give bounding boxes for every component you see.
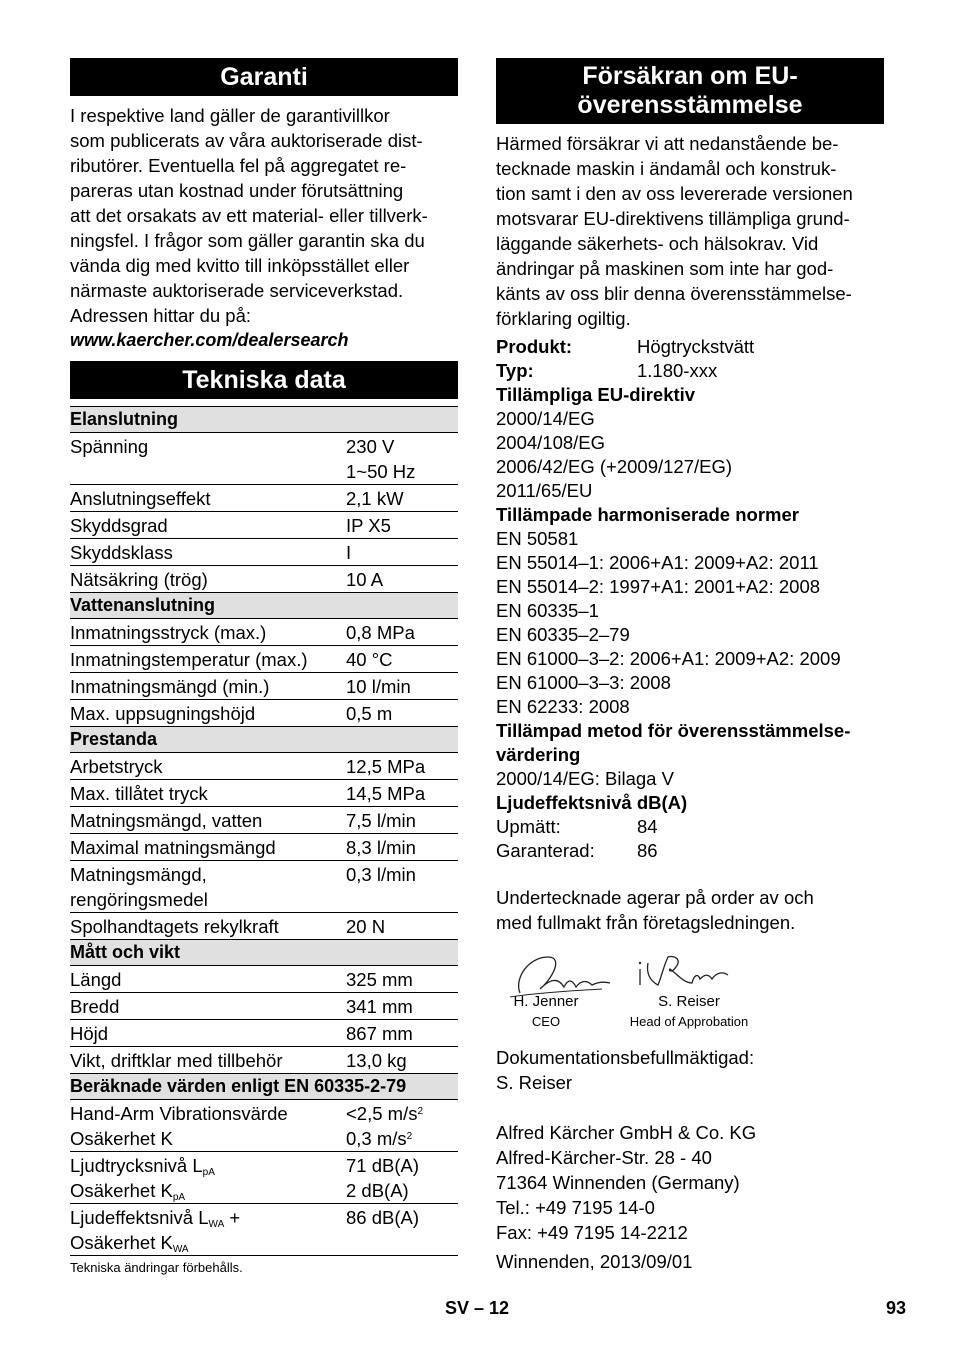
agerar-line: Undertecknade agerar på order av och [496, 887, 814, 908]
label-text: Osäkerhet K [70, 1232, 173, 1253]
garanterad-label: Garanterad: [496, 840, 595, 861]
table-row [70, 433, 458, 485]
row-value-text: 13,0 kg [346, 1050, 407, 1071]
ljud-title: Ljudeffektsnivå dB(A) [496, 792, 688, 813]
row-value [346, 646, 458, 673]
garanti-line: ningsfel. I frågor som gäller garantin ska du [70, 230, 425, 251]
row-value-text [346, 1205, 458, 1230]
row-value-text: 8,3 l/min [346, 837, 416, 858]
row-label-text: Vikt, driftklar med tillbehör [70, 1050, 283, 1071]
row-value-text: 10 l/min [346, 676, 411, 697]
norm-item: EN 55014–1: 2006+A1: 2009+A2: 2011 [496, 552, 819, 573]
forsakran-heading-line2: överensstämmelse [577, 91, 803, 119]
garanti-line: närmaste auktoriserade serviceverkstad. [70, 280, 404, 301]
row-value-text: 10 A [346, 569, 384, 590]
row-label [70, 1152, 346, 1204]
table-row [70, 1204, 458, 1256]
row-label-text: rengöringsmedel [70, 889, 208, 910]
signer-name: H. Jenner [513, 993, 579, 1010]
section-header [70, 727, 458, 753]
row-label-text: Spänning [70, 436, 149, 457]
row-label [70, 646, 346, 673]
dok-line: S. Reiser [496, 1072, 573, 1093]
forsakran-heading [496, 58, 884, 124]
row-value [346, 566, 458, 593]
table-row [70, 780, 458, 807]
table-row [70, 512, 458, 539]
signer-role: CEO [531, 1014, 561, 1029]
garanterad-value: 86 [637, 840, 658, 861]
table-row [70, 913, 458, 940]
intro-line: känts av oss blir denna överensstämmelse- [496, 283, 852, 304]
row-value [346, 512, 458, 539]
direktiv-item: 2011/65/EU [496, 480, 593, 501]
row-value-text: 12,5 MPa [346, 756, 426, 777]
row-value-text: IP X5 [346, 515, 391, 536]
row-label-text: Inmatningstemperatur (max.) [70, 649, 308, 670]
section-title: Prestanda [70, 727, 458, 753]
row-value [346, 485, 458, 512]
row-label [70, 539, 346, 566]
label-text: Ljudeffektsnivå L [70, 1207, 209, 1228]
row-value [346, 619, 458, 646]
footnote: Tekniska ändringar förbehålls. [70, 1260, 243, 1275]
signature-reiser-icon [634, 949, 734, 995]
row-label-text: Max. tillåtet tryck [70, 783, 208, 804]
norm-item: EN 50581 [496, 528, 579, 549]
typ-label: Typ: [496, 360, 534, 381]
garanti-line: I respektive land gäller de garantivillkor [70, 105, 390, 126]
value-text: <2,5 m/s [346, 1103, 418, 1124]
section-title: Elanslutning [70, 407, 458, 433]
row-value [346, 1204, 458, 1256]
forsakran-intro [496, 131, 884, 331]
row-label-text [70, 1126, 346, 1151]
row-value [346, 913, 458, 940]
row-label-text: Längd [70, 969, 122, 990]
table-row [70, 700, 458, 727]
row-label-text: Maximal matningsmängd [70, 837, 276, 858]
value-text: 0,3 m/s [346, 1128, 407, 1149]
norm-item: EN 61000–3–3: 2008 [496, 672, 671, 693]
table-row [70, 485, 458, 512]
row-value-text: 230 V [346, 436, 395, 457]
intro-line: motsvarar EU-direktivens tillämpliga grund- [496, 208, 850, 229]
table-row [70, 834, 458, 861]
declaration-details [496, 335, 884, 863]
row-label-text: Nätsäkring (trög) [70, 569, 208, 590]
value-text: 2 dB(A) [346, 1180, 409, 1201]
forsakran-heading-line1: Försäkran om EU- [582, 62, 798, 90]
tech-data-table [70, 406, 458, 1256]
row-label [70, 566, 346, 593]
row-label-text [70, 1230, 346, 1255]
label-text: Osäkerhet K [70, 1180, 173, 1201]
table-row [70, 566, 458, 593]
agerar-text [496, 885, 884, 935]
row-label [70, 913, 346, 940]
direktiv-item: 2004/108/EG [496, 432, 606, 453]
signer-name: S. Reiser [658, 993, 720, 1010]
signatures [496, 949, 884, 1039]
tekniska-heading: Tekniska data [70, 361, 458, 399]
row-value-text: I [346, 542, 352, 563]
produkt-value: Högtryckstvätt [637, 336, 755, 357]
row-label [70, 834, 346, 861]
row-value [346, 966, 458, 993]
section-title: Mått och vikt [70, 940, 458, 966]
label-subscript: pA [172, 1192, 186, 1203]
section-header [70, 593, 458, 619]
produkt-row [496, 335, 884, 359]
section-header [70, 940, 458, 966]
row-label-text: Arbetstryck [70, 756, 163, 777]
address-line: Alfred-Kärcher-Str. 28 - 40 [496, 1147, 712, 1168]
row-label-text [70, 1178, 346, 1203]
row-label-text: Inmatningsstryck (max.) [70, 622, 267, 643]
garanti-heading: Garanti [70, 58, 458, 96]
row-value-text: 867 mm [346, 1023, 413, 1044]
dealer-search-link[interactable]: www.kaercher.com/dealersearch [70, 330, 349, 350]
row-value [346, 1100, 458, 1152]
row-label [70, 1100, 346, 1152]
row-label [70, 993, 346, 1020]
row-label-text: Skyddsklass [70, 542, 173, 563]
row-value-text: 0,3 l/min [346, 864, 416, 885]
row-value [346, 1152, 458, 1204]
row-label-text: Inmatningsmängd (min.) [70, 676, 270, 697]
row-value-text: 7,5 l/min [346, 810, 416, 831]
norm-item: EN 62233: 2008 [496, 696, 630, 717]
signature-reiser [614, 993, 764, 1031]
table-row [70, 1047, 458, 1074]
garanti-text [70, 103, 458, 353]
norm-item: EN 61000–3–2: 2006+A1: 2009+A2: 2009 [496, 648, 841, 669]
right-column [496, 58, 884, 1274]
table-row [70, 753, 458, 780]
row-label [70, 485, 346, 512]
upmatt-label: Upmätt: [496, 816, 561, 837]
left-column [70, 58, 458, 1275]
table-row [70, 619, 458, 646]
row-label [70, 512, 346, 539]
garanterad-row [496, 839, 884, 863]
metod-title-line2: värdering [496, 744, 581, 765]
row-label [70, 1020, 346, 1047]
row-label [70, 1204, 346, 1256]
row-value [346, 861, 458, 913]
row-value-text: 0,5 m [346, 703, 393, 724]
label-text: Osäkerhet K [70, 1128, 173, 1149]
section-header [70, 407, 458, 433]
row-value-text [346, 1101, 458, 1126]
section-title: Vattenanslutning [70, 593, 458, 619]
table-row [70, 1100, 458, 1152]
row-value-text [346, 1153, 458, 1178]
row-label [70, 861, 346, 913]
garanti-line: att det orsakats av ett material- eller tillverk- [70, 205, 428, 226]
row-value-text: 0,8 MPa [346, 622, 415, 643]
label-plus: + [224, 1207, 241, 1228]
value-superscript: 2 [417, 1106, 424, 1117]
row-value-text: 20 N [346, 916, 386, 937]
section-title: Beräknade värden enligt EN 60335-2-79 [70, 1074, 458, 1100]
row-label [70, 807, 346, 834]
row-value-text: 40 °C [346, 649, 393, 670]
row-label-text: Max. uppsugningshöjd [70, 703, 256, 724]
dok-line: Dokumentationsbefullmäktigad: [496, 1047, 755, 1068]
row-value [346, 753, 458, 780]
row-label-text: Matningsmängd, vatten [70, 810, 263, 831]
row-value-text [346, 1230, 458, 1255]
row-label [70, 780, 346, 807]
row-label-text: Bredd [70, 996, 120, 1017]
table-row [70, 646, 458, 673]
metod-title-line1: Tillämpad metod för överensstämmelse- [496, 720, 851, 741]
table-row [70, 1020, 458, 1047]
label-subscript: WA [208, 1219, 225, 1230]
table-row [70, 1152, 458, 1204]
metod-value: 2000/14/EG: Bilaga V [496, 768, 674, 789]
row-value [346, 993, 458, 1020]
table-row [70, 539, 458, 566]
signature-jenner [496, 993, 596, 1031]
norm-item: EN 60335–1 [496, 600, 599, 621]
row-value [346, 673, 458, 700]
section-header [70, 1074, 458, 1100]
row-label-text: Matningsmängd, [70, 864, 207, 885]
row-value [346, 700, 458, 727]
table-row [70, 673, 458, 700]
table-row [70, 966, 458, 993]
row-value [346, 780, 458, 807]
agerar-line: med fullmakt från företagsledningen. [496, 912, 796, 933]
page-number: 93 [885, 1298, 906, 1318]
garanti-line: Adressen hittar du på: [70, 305, 251, 326]
row-label [70, 753, 346, 780]
garanti-line: vända dig med kvitto till inköpsstället eller [70, 255, 410, 276]
norm-item: EN 55014–2: 1997+A1: 2001+A2: 2008 [496, 576, 821, 597]
label-text: Ljudtrycksnivå L [70, 1155, 203, 1176]
table-row [70, 861, 458, 913]
address-line: Tel.: +49 7195 14-0 [496, 1197, 655, 1218]
row-label-text: Skyddsgrad [70, 515, 168, 536]
row-value-text: 14,5 MPa [346, 783, 426, 804]
row-value-text [346, 1178, 458, 1203]
value-text: 86 dB(A) [346, 1207, 420, 1228]
label-text: Hand-Arm Vibrationsvärde [70, 1103, 288, 1124]
label-subscript: pA [202, 1167, 215, 1178]
garanti-line: som publicerats av våra auktoriserade dist- [70, 130, 423, 151]
row-value-text: 325 mm [346, 969, 413, 990]
norm-item: EN 60335–2–79 [496, 624, 630, 645]
row-label [70, 433, 346, 485]
row-label-text [70, 1153, 346, 1178]
intro-line: förklaring ogiltig. [496, 308, 631, 329]
row-label [70, 673, 346, 700]
row-label-text: Spolhandtagets rekylkraft [70, 916, 279, 937]
intro-line: ändringar på maskinen som inte har god- [496, 258, 834, 279]
address-block [496, 1120, 884, 1274]
row-value [346, 539, 458, 566]
row-value-text: 2,1 kW [346, 488, 404, 509]
upmatt-row [496, 815, 884, 839]
garanti-line: pareras utan kostnad under förutsättning [70, 180, 404, 201]
row-label-text: Höjd [70, 1023, 109, 1044]
upmatt-value: 84 [637, 816, 658, 837]
row-label-text [70, 1205, 346, 1230]
row-value [346, 1047, 458, 1074]
row-value [346, 834, 458, 861]
address-line: Alfred Kärcher GmbH & Co. KG [496, 1122, 757, 1143]
row-label [70, 966, 346, 993]
value-text: 71 dB(A) [346, 1155, 420, 1176]
label-subscript: WA [172, 1244, 189, 1255]
place-date: Winnenden, 2013/09/01 [496, 1251, 693, 1272]
row-label [70, 1047, 346, 1074]
garanti-line: ributörer. Eventuella fel på aggregatet re- [70, 155, 407, 176]
row-value [346, 807, 458, 834]
intro-line: Härmed försäkrar vi att nedanstående be- [496, 133, 839, 154]
row-value [346, 433, 458, 485]
dokumentation [496, 1045, 884, 1095]
address-line: 71364 Winnenden (Germany) [496, 1172, 740, 1193]
typ-value: 1.180-xxx [637, 360, 718, 381]
intro-line: läggande säkerhets- och hälsokrav. Vid [496, 233, 819, 254]
row-value-text [346, 1126, 458, 1151]
intro-line: tion samt i den av oss levererade versionen [496, 183, 853, 204]
row-value [346, 1020, 458, 1047]
row-label [70, 700, 346, 727]
row-label-text [70, 1101, 346, 1126]
intro-line: tecknade maskin i ändamål och konstruk- [496, 158, 837, 179]
row-label [70, 619, 346, 646]
produkt-label: Produkt: [496, 336, 573, 357]
direktiv-item: 2006/42/EG (+2009/127/EG) [496, 456, 733, 477]
table-row [70, 807, 458, 834]
row-value-text: 1~50 Hz [346, 461, 416, 482]
page-section-label: SV – 12 [444, 1298, 510, 1318]
typ-row [496, 359, 884, 383]
value-superscript: 2 [406, 1131, 413, 1142]
table-row [70, 993, 458, 1020]
normer-title: Tillämpade harmoniserade normer [496, 504, 799, 525]
row-value-text: 341 mm [346, 996, 413, 1017]
address-line: Fax: +49 7195 14-2212 [496, 1222, 688, 1243]
row-label-text: Anslutningseffekt [70, 488, 211, 509]
direktiv-title: Tillämpliga EU-direktiv [496, 384, 696, 405]
direktiv-item: 2000/14/EG [496, 408, 595, 429]
signer-role: Head of Approbation [629, 1014, 749, 1029]
